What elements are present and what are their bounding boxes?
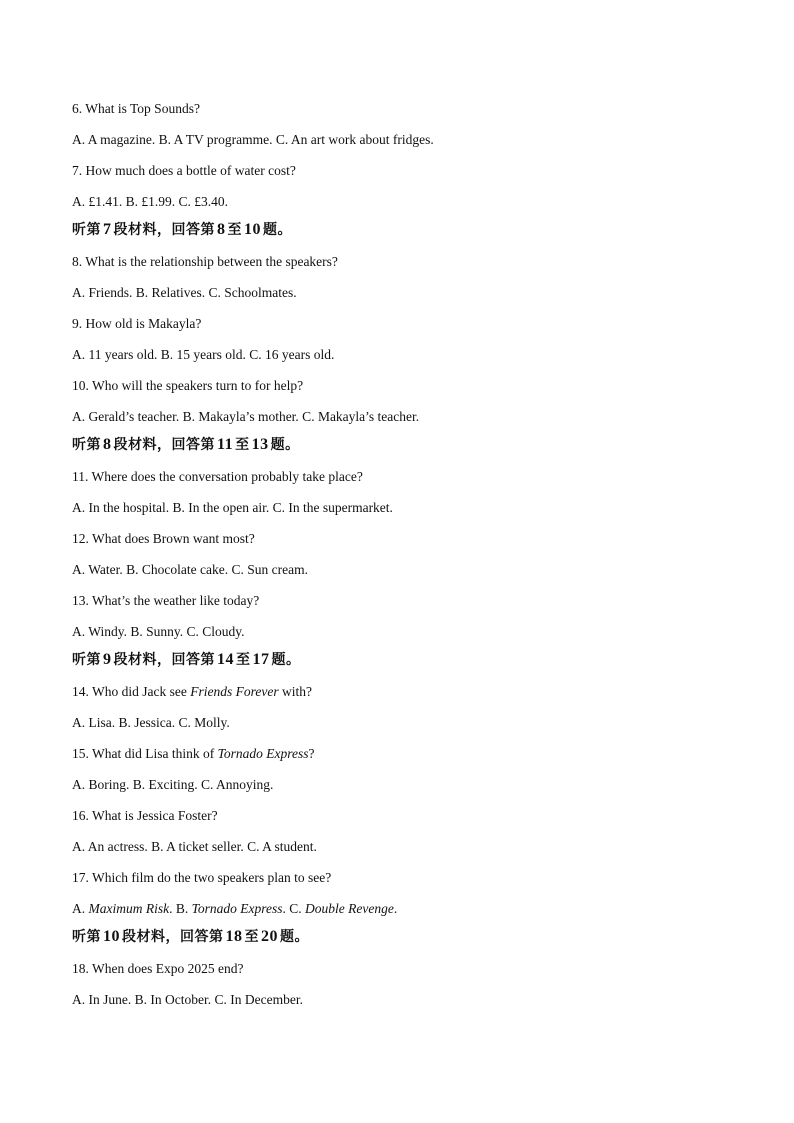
options-8: A. Friends. B. Relatives. C. Schoolmates. bbox=[72, 285, 297, 300]
question-15: 15. What did Lisa think of Tornado Express? bbox=[72, 746, 315, 761]
film-title: Maximum Risk bbox=[88, 901, 170, 916]
options-10: A. Gerald’s teacher. B. Makayla’s mother. C. Makayla’s teacher. bbox=[72, 409, 420, 424]
question-7: 7. How much does a bottle of water cost? bbox=[72, 163, 296, 178]
question-18: 18. When does Expo 2025 end? bbox=[72, 961, 244, 976]
film-title: Tornado Express bbox=[191, 901, 283, 916]
options-11: A. In the hospital. B. In the open air. C. In the supermarket. bbox=[72, 500, 393, 515]
question-14: 14. Who did Jack see Friends Forever with? bbox=[72, 684, 312, 699]
options-14: A. Lisa. B. Jessica. C. Molly. bbox=[72, 715, 230, 730]
options-12: A. Water. B. Chocolate cake. C. Sun cream. bbox=[72, 562, 308, 577]
question-9: 9. How old is Makayla? bbox=[72, 316, 202, 331]
options-16: A. An actress. B. A ticket seller. C. A student. bbox=[72, 839, 317, 854]
exam-page-content bbox=[72, 100, 732, 1022]
question-11: 11. Where does the conversation probably take place? bbox=[72, 469, 363, 484]
options-13: A. Windy. B. Sunny. C. Cloudy. bbox=[72, 624, 245, 639]
question-10: 10. Who will the speakers turn to for help? bbox=[72, 378, 304, 393]
section-heading-9: 听第 9 段材料，回答第 14 至 17 题。 bbox=[72, 651, 301, 668]
options-17: A. Maximum Risk. B. Tornado Express. C. Double Revenge. bbox=[72, 901, 398, 916]
section-heading-7: 听第 7 段材料，回答第 8 至 10 题。 bbox=[72, 221, 292, 238]
options-6: A. A magazine. B. A TV programme. C. An art work about fridges. bbox=[72, 132, 434, 147]
options-18: A. In June. B. In October. C. In December. bbox=[72, 992, 303, 1007]
options-9: A. 11 years old. B. 15 years old. C. 16 years old. bbox=[72, 347, 335, 362]
options-7: A. £1.41. B. £1.99. C. £3.40. bbox=[72, 194, 229, 209]
question-8: 8. What is the relationship between the speakers? bbox=[72, 254, 338, 269]
section-heading-10: 听第 10 段材料，回答第 18 至 20 题。 bbox=[72, 928, 309, 945]
options-15: A. Boring. B. Exciting. C. Annoying. bbox=[72, 777, 274, 792]
film-title: Friends Forever bbox=[190, 684, 279, 699]
question-12: 12. What does Brown want most? bbox=[72, 531, 255, 546]
question-6: 6. What is Top Sounds? bbox=[72, 101, 200, 116]
question-13: 13. What’s the weather like today? bbox=[72, 593, 260, 608]
film-title: Double Revenge bbox=[305, 901, 394, 916]
question-17: 17. Which film do the two speakers plan to see? bbox=[72, 870, 332, 885]
question-16: 16. What is Jessica Foster? bbox=[72, 808, 218, 823]
film-title: Tornado Express bbox=[217, 746, 309, 761]
section-heading-8: 听第 8 段材料，回答第 11 至 13 题。 bbox=[72, 436, 300, 453]
